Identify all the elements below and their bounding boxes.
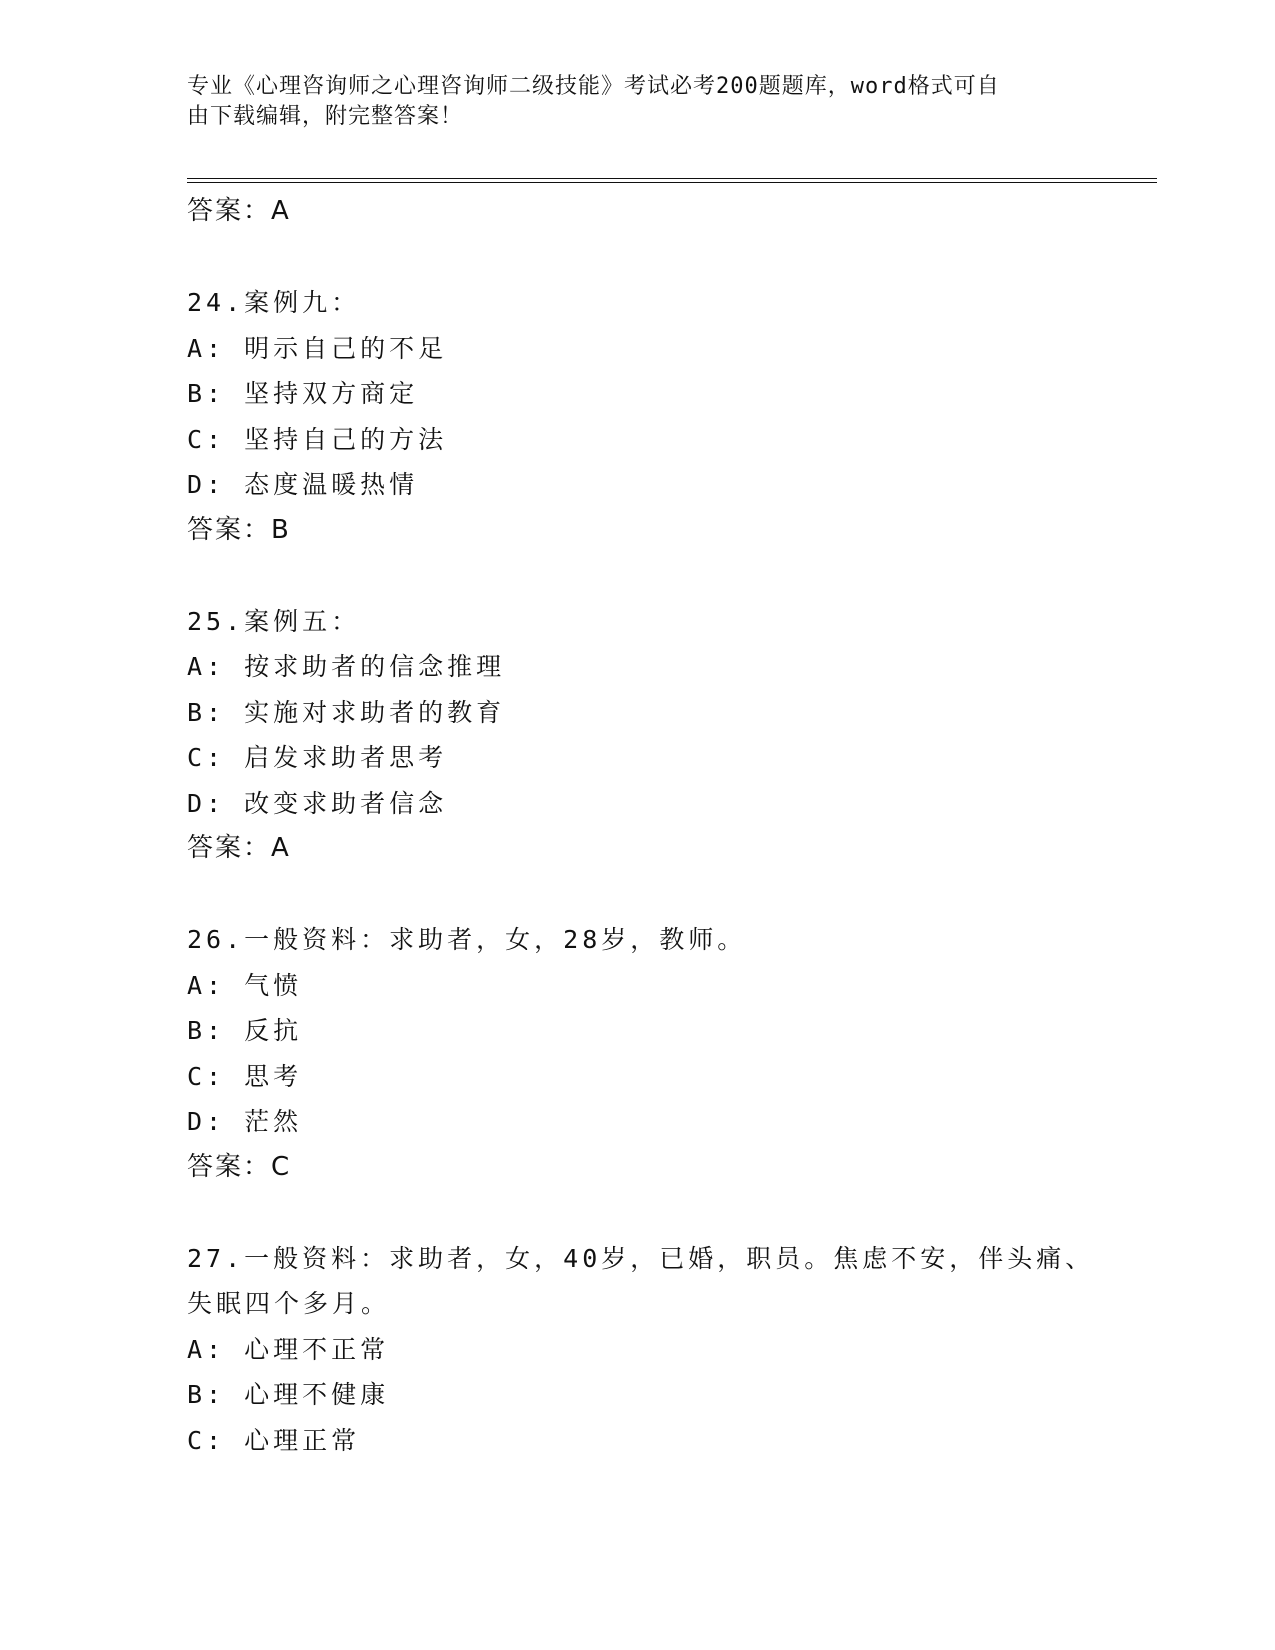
question-title-line-2: 失眠四个多月。 (187, 1289, 391, 1318)
spacer (187, 235, 1087, 281)
option-c: C: 心理正常 (187, 1425, 361, 1455)
question-27 (187, 1236, 1095, 1464)
option-d: D: 茫然 (187, 1107, 303, 1136)
question-title: 25.案例五： (187, 606, 361, 636)
option-c: C: 启发求助者思考 (187, 743, 448, 772)
option-a: A: 心理不正常 (187, 1334, 390, 1364)
question-list (187, 189, 1095, 1463)
option-b: B: 反抗 (187, 1016, 303, 1045)
header-line-2: 由下载编辑，附完整答案！ (187, 104, 464, 129)
answer-line: 答案：B (187, 514, 291, 545)
option-c: C: 思考 (187, 1061, 303, 1091)
spacer (187, 553, 1087, 599)
question-25 (187, 599, 1087, 872)
answer-line: 答案：A (187, 833, 291, 863)
option-d: D: 态度温暖热情 (187, 470, 419, 499)
option-b: B: 实施对求助者的教育 (187, 697, 506, 727)
spacer (187, 1190, 1087, 1236)
question-title: 26.一般资料：求助者，女，28岁，教师。 (187, 925, 747, 954)
header-line-1: 专业《心理咨询师之心理咨询师二级技能》考试必考200题题库，word格式可自 (187, 74, 1000, 99)
question-24 (187, 280, 1087, 553)
option-a: A: 按求助者的信念推理 (187, 652, 506, 681)
option-b: B: 心理不健康 (187, 1380, 390, 1409)
option-b: B: 坚持双方商定 (187, 379, 419, 408)
question-title-line-1: 27.一般资料：求助者，女，40岁，已婚，职员。焦虑不安，伴头痛、 (187, 1243, 1095, 1273)
question-title: 24.案例九： (187, 288, 361, 317)
header-divider-top (187, 178, 1157, 179)
spacer (187, 872, 1087, 918)
option-a: A: 明示自己的不足 (187, 333, 448, 363)
option-c: C: 坚持自己的方法 (187, 424, 448, 454)
question-26 (187, 917, 1087, 1190)
document-header (187, 72, 1067, 132)
answer-line: 答案：A (187, 196, 291, 226)
option-d: D: 改变求助者信念 (187, 788, 448, 818)
answer-line: 答案：C (187, 1151, 292, 1182)
option-a: A: 气愤 (187, 970, 303, 1000)
header-divider-bottom (187, 182, 1157, 183)
